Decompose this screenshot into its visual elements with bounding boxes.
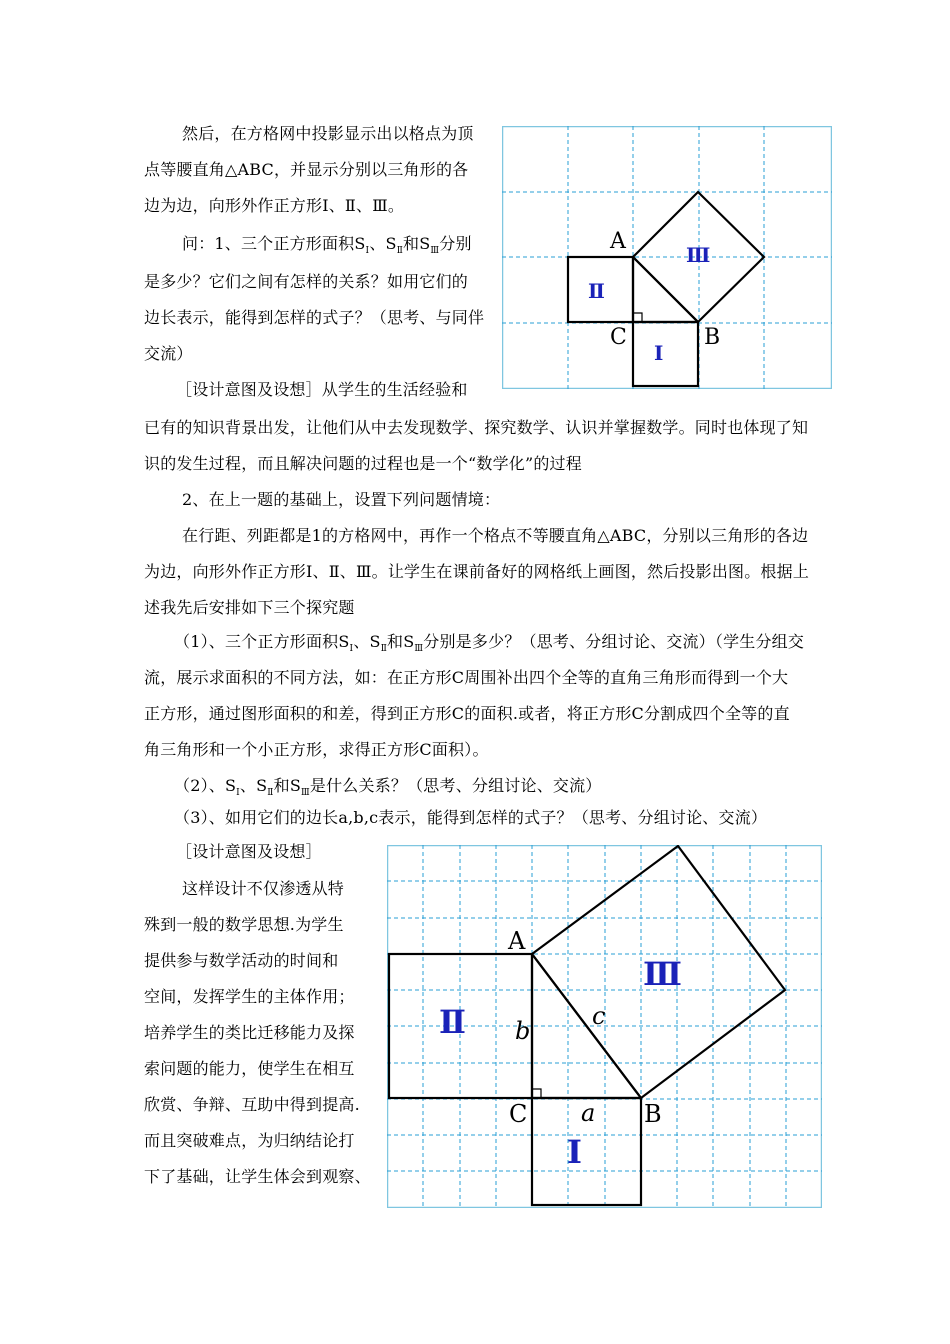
- vertex-a-label: A: [508, 927, 526, 955]
- design-intent-line: 殊到一般的数学思想.为学生: [144, 915, 344, 934]
- design-intent-line: 培养学生的类比迁移能力及探: [144, 1023, 355, 1042]
- para-line: 流，展示求面积的不同方法，如：在正方形C周围补出四个全等的直角三角形而得到一个大: [144, 668, 789, 687]
- square-2-label: Ⅱ: [588, 279, 605, 303]
- para-line: 为边，向形外作正方形Ⅰ、Ⅱ、Ⅲ。让学生在课前备好的网格纸上画图，然后投影出图。根据上: [144, 562, 810, 581]
- question-line: 问：1、三个正方形面积$S_Ⅰ$、$S_Ⅱ$和$S_Ⅲ$分别: [182, 234, 472, 257]
- side-b-label: b: [515, 1017, 531, 1045]
- design-intent-line: 索问题的能力，使学生在相互: [144, 1059, 355, 1078]
- vertex-b-label: B: [644, 1100, 662, 1128]
- para-line: 在行距、列距都是1的方格网中，再作一个格点不等腰直角△ABC，分别以三角形的各边: [182, 526, 809, 545]
- design-intent-title: ［设计意图及设想］: [176, 842, 322, 861]
- design-intent-line: ［设计意图及设想］从学生的生活经验和: [176, 380, 468, 399]
- para-line: 点等腰直角△ABC，并显示分别以三角形的各: [144, 160, 469, 179]
- para-line: 边为边，向形外作正方形Ⅰ、Ⅱ、Ⅲ。: [144, 196, 405, 215]
- question-line: 交流）: [144, 344, 193, 363]
- para-line: 正方形，通过图形面积的和差，得到正方形C的面积.或者，将正方形C分割成四个全等的直: [144, 704, 790, 723]
- square-3-label: Ⅲ: [686, 243, 711, 267]
- design-intent-line: 识的发生过程，而且解决问题的过程也是一个“数学化”的过程: [144, 454, 582, 473]
- question-line: 是多少？它们之间有怎样的关系？如用它们的: [144, 272, 469, 291]
- para-line: 述我先后安排如下三个探究题: [144, 598, 355, 617]
- design-intent-line: 下了基础，让学生体会到观察、: [144, 1167, 371, 1186]
- square-2-label: Ⅱ: [439, 1003, 466, 1041]
- side-c-label: c: [592, 1002, 606, 1030]
- design-intent-line: 这样设计不仅渗透从特: [182, 879, 345, 898]
- vertex-a-label: A: [610, 229, 626, 254]
- section-title: 2、在上一题的基础上，设置下列问题情境：: [182, 490, 501, 509]
- question-2-line: （2）、$S_Ⅰ$、$S_Ⅱ$和$S_Ⅲ$是什么关系？（思考、分组讨论、交流）: [174, 776, 602, 799]
- design-intent-line: 提供参与数学活动的时间和: [144, 951, 339, 970]
- vertex-b-label: B: [704, 325, 721, 350]
- design-intent-line: 欣赏、争辩、互助中得到提高.: [144, 1095, 360, 1114]
- side-a-label: a: [581, 1099, 596, 1127]
- figure-2-right-triangle: [387, 845, 822, 1208]
- vertex-c-label: C: [610, 325, 627, 350]
- vertex-c-label: C: [509, 1100, 528, 1128]
- para-line: 角三角形和一个小正方形，求得正方形C面积）。: [144, 740, 489, 759]
- square-3-label: Ⅲ: [643, 955, 682, 993]
- design-intent-line: 而且突破难点，为归纳结论打: [144, 1131, 355, 1150]
- design-intent-line: 空间，发挥学生的主体作用；: [144, 987, 355, 1006]
- square-1-label: Ⅰ: [654, 341, 664, 365]
- question-1-line: （1）、三个正方形面积$S_Ⅰ$、$S_Ⅱ$和$S_Ⅲ$分别是多少？（思考、分组讨论、交流）（学生分组交: [174, 632, 805, 655]
- question-3-line: （3）、如用它们的边长a,b,c表示，能得到怎样的式子？（思考、分组讨论、交流）: [174, 808, 768, 827]
- para-line: 然后，在方格网中投影显示出以格点为顶: [182, 124, 474, 143]
- question-line: 边长表示，能得到怎样的式子？（思考、与同伴: [144, 308, 485, 327]
- square-1-label: Ⅰ: [567, 1133, 582, 1171]
- design-intent-line: 已有的知识背景出发，让他们从中去发现数学、探究数学、认识并掌握数学。同时也体现了知: [144, 418, 809, 437]
- figure-1-isosceles-right-triangle: [502, 126, 832, 389]
